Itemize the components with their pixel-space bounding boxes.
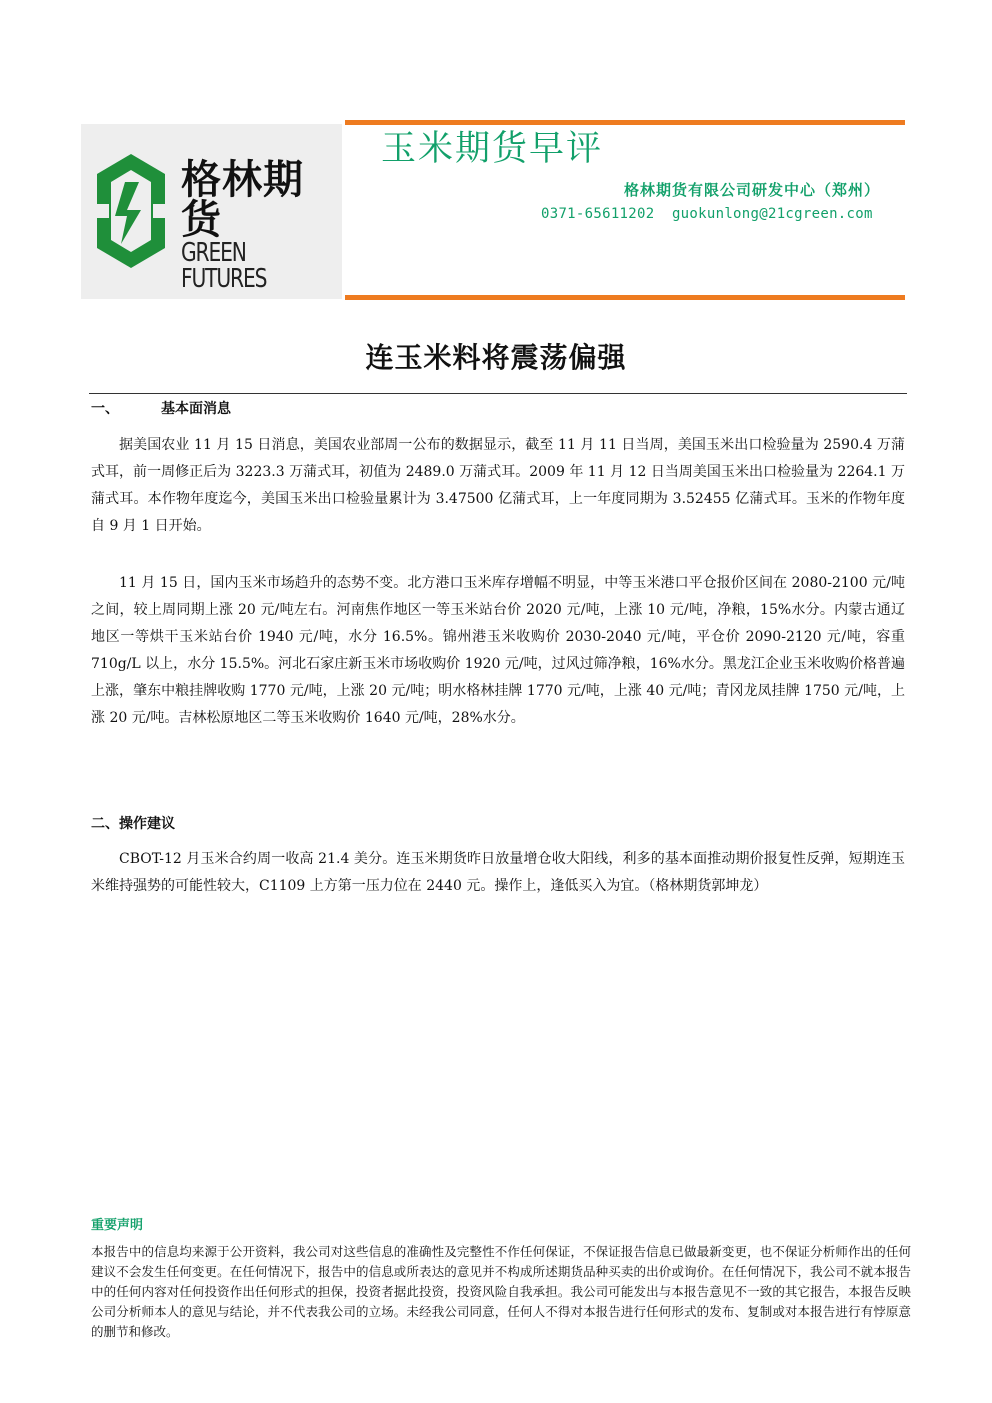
- report-title: 玉米期货早评: [381, 129, 604, 169]
- section-heading-text: 操作建议: [119, 816, 175, 832]
- company-logo: [81, 124, 342, 299]
- contact-email: guokunlong@21cgreen.com: [671, 206, 873, 222]
- logo-name-en: GREEN FUTURES: [181, 238, 267, 294]
- logo-name-cn: 格林期货: [181, 157, 304, 243]
- section-heading-fundamentals: [91, 398, 231, 418]
- disclaimer-body: 本报告中的信息均来源于公开资料，我公司对这些信息的准确性及完整性不作任何保证，不保证报告信息已做最新变更，也不保证分析师作出的任何建议不会发生任何变更。在任何情况下，报告中的信息或所表达的意见并不构成所述期货品种买卖的出价或询价。在任何情况下，我公司不就本报告中的任何内容对任何投资作出任何形式的担保，投资者据此投资，投资风险自我承担。我公司可能发出与本报告意见不一致的其它报告，本报告反映公司分析师本人的意见与结论，并不代表我公司的立场。未经我公司同意，任何人不得对本报告进行任何形式的发布、复制或对本报告进行有悖原意的删节和修改。: [91, 1244, 911, 1339]
- organization-name: 格林期货有限公司研发中心（郑州）: [623, 181, 880, 199]
- header-bottom-rule: [345, 295, 905, 300]
- contact-phone: 0371-65611202: [541, 206, 655, 222]
- paragraph: 11 月 15 日，国内玉米市场趋升的态势不变。北方港口玉米库存增幅不明显，中等玉米港口平仓报价区间在 2080-2100 元/吨之间，较上周同期上涨 20 元/吨左右。河南焦作地区一等玉米站台价 2020 元/吨，上涨 10 元/吨，净粮，15%水分。内蒙古通辽地区一等烘干玉米站台价 1940 元/吨，水分 16.5%。锦州港玉米收购价 2030-2040 元/吨，平仓价 2090-2120 元/吨，容重 710g/L 以上，水分 15.5%。河北石家庄新玉米市场收购价 1920 元/吨，过风过筛净粮，16%水分。黑龙江企业玉米收购价格普遍上涨，肇东中粮挂牌收购 1770 元/吨，上涨 20 元/吨；明水格林挂牌 1770 元/吨，上涨 40 元/吨；青冈龙凤挂牌 1750 元/吨，上涨 20 元/吨。吉林松原地区二等玉米收购价 1640 元/吨，28%水分。: [91, 575, 905, 726]
- section-heading-advice: [91, 813, 175, 833]
- disclaimer-heading: 重要声明: [91, 1218, 144, 1233]
- section-number: 一、: [91, 401, 119, 417]
- green-futures-logo-icon: [95, 152, 167, 270]
- header-top-rule: [345, 120, 905, 125]
- paragraph: 据美国农业 11 月 15 日消息，美国农业部周一公布的数据显示，截至 11 月 11 日当周，美国玉米出口检验量为 2590.4 万蒲式耳，前一周修正后为 3223.3 万蒲式耳，初值为 2489.0 万蒲式耳。2009 年 11 月 12 日当周美国玉米出口检验量为 2264.1 万蒲式耳。本作物年度迄今，美国玉米出口检验量累计为 3.47500 亿蒲式耳，上一年度同期为 3.52455 亿蒲式耳。玉米的作物年度自 9 月 1 日开始。: [91, 437, 905, 534]
- section-number: 二、: [91, 816, 119, 832]
- paragraph: CBOT-12 月玉米合约周一收高 21.4 美分。连玉米期货昨日放量增仓收大阳线，利多的基本面推动期价报复性反弹，短期连玉米维持强势的可能性较大，C1109 上方第一压力位在 2440 元。操作上，逢低买入为宜。（格林期货郭坤龙）: [91, 851, 905, 894]
- title-divider: [89, 393, 907, 394]
- document-title: 连玉米料将震荡偏强: [365, 341, 627, 374]
- contact-line: [541, 206, 873, 222]
- section-heading-text: 基本面消息: [161, 401, 231, 417]
